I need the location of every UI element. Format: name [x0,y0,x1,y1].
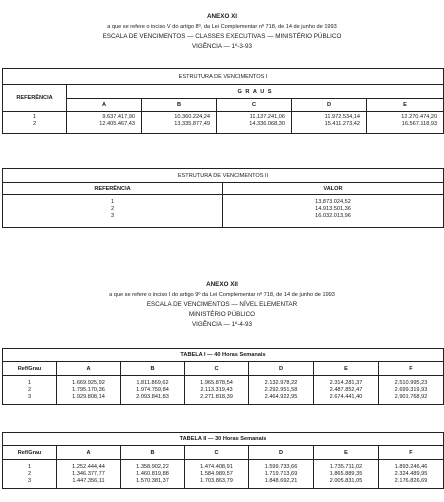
ref-header: Ref/Grau [3,446,57,460]
anexo-xi-title: ANEXO XI [206,13,238,20]
value-column [223,195,444,228]
ref-cell: 2 [27,387,32,393]
grade-header: C [185,446,249,460]
value-cell: 1.669.925,92 [72,380,105,386]
grade-column [185,376,249,405]
grade-header: A [57,362,121,376]
value-cell: 1.570.381,37 [136,478,169,484]
estrutura-vencimentos-i-table [2,68,444,134]
table-title: ESTRUTURA DE VENCIMENTOS II [3,169,444,183]
anexo-xii-line4: VIGÊNCIA — 1º-4-93 [191,321,253,328]
value-cell: 12.405.467,43 [99,121,135,127]
table-body [3,195,444,228]
value-cell: 16.567.118,93 [401,121,438,127]
grade-column [185,460,249,489]
ref-cell: 3 [27,478,32,484]
value-cell: 1.346.377,77 [72,471,105,477]
grade-column [314,460,379,489]
ref-cell: 1 [32,114,37,120]
table-body [3,112,444,134]
value-cell: 2.005.831,05 [329,478,363,484]
anexo-xii-line3: MINISTÉRIO PÚBLICO [188,311,256,318]
value-cell: 12.270.474,20 [401,114,438,120]
ref-column [3,460,57,489]
value-cell: 2.464.922,95 [264,394,298,400]
grade-header: A [67,99,142,112]
value-cell: 11.972.534,14 [324,114,360,120]
tabela-ii-table [2,432,444,489]
value-cell: 9.637.417,90 [102,114,135,120]
ref-column [3,112,67,134]
value-cell: 1.460.819,88 [136,471,169,477]
grade-header: D [249,362,314,376]
value-cell: 1.974.759,84 [136,387,169,393]
grade-column [121,376,185,405]
value-cell: 1.735.711,02 [329,464,363,470]
value-cell: 1.358.902,22 [136,464,169,470]
ref-cell: 1 [27,464,32,470]
grade-header: D [249,446,314,460]
ref-cell: 2 [110,206,115,212]
anexo-xi-header [0,12,444,52]
grade-column [217,112,292,134]
value-cell: 1.965.878,54 [200,380,233,386]
value-cell: 11.137.241,06 [249,114,285,120]
value-cell: 16.032.013,96 [315,213,351,219]
anexo-xii-header [0,280,444,330]
value-cell: 1.795.170,36 [72,387,105,393]
ref-cell: 3 [110,213,115,219]
grade-column [292,112,367,134]
grade-column [379,460,444,489]
value-cell: 2.487.852,47 [329,387,363,393]
value-cell: 1.929.808,14 [72,394,105,400]
grade-column [249,460,314,489]
value-cell: 14.913.501,36 [315,206,351,212]
value-cell: 1.474.408,91 [200,464,233,470]
anexo-xi-line3: VIGÊNCIA — 1º-3-93 [191,43,253,50]
grade-header: B [142,99,217,112]
value-cell: 1.447.356,11 [72,478,105,484]
ref-cell: 1 [110,199,115,205]
grade-header: F [379,362,444,376]
ref-column [3,376,57,405]
value-cell: 1.252.444,44 [72,464,105,470]
value-cell: 2.324.489,95 [394,471,428,477]
ref-header: Ref/Grau [3,362,57,376]
value-cell: 2.674.441,40 [329,394,363,400]
grade-header: F [379,446,444,460]
value-cell: 13.873.024,52 [315,199,351,205]
ref-header: REFERÊNCIA [3,183,223,195]
value-cell: 1.719.713,69 [264,471,298,477]
value-cell: 1.865.889,35 [329,471,363,477]
estrutura-vencimentos-ii-table [2,168,444,228]
grade-header: B [121,446,185,460]
table-body [3,460,444,489]
value-cell: 2.176.826,69 [394,478,428,484]
value-cell: 15.411.273,42 [324,121,360,127]
value-cell: 2.314.281,37 [329,380,363,386]
value-cell: 1.893.246,46 [394,464,428,470]
grade-header: E [367,99,444,112]
grade-column [67,112,142,134]
grade-column [367,112,444,134]
value-cell: 2.699.319,93 [394,387,428,393]
grade-header: B [121,362,185,376]
value-cell: 1.599.733,66 [264,464,298,470]
value-header: VALOR [223,183,444,195]
grade-header: E [314,362,379,376]
grade-column [121,460,185,489]
table-body [3,376,444,405]
grade-column [142,112,217,134]
anexo-xi-line2: ESCALA DE VENCIMENTOS — CLASSES EXECUTIVAS — MINISTÉRIO PÚBLICO [102,33,342,40]
value-cell: 2.901.768,92 [394,394,428,400]
table-title: ESTRUTURA DE VENCIMENTOS I [3,69,444,85]
ref-cell: 3 [27,394,32,400]
grade-column [379,376,444,405]
ref-cell: 2 [27,471,32,477]
anexo-xi-line1: a que se refere o inciso V do artigo 8º, da Lei Complementar nº 718, de 14 de junho de 1993 [107,24,337,30]
anexo-xii-line2: ESCALA DE VENCIMENTOS — NÍVEL ELEMENTAR [146,301,298,308]
grade-column [57,376,121,405]
ref-header: REFERÊNCIA [3,85,67,112]
grade-header: A [57,446,121,460]
value-cell: 2.132.978,22 [264,380,298,386]
value-cell: 2.093.841,83 [136,394,169,400]
grade-header: D [292,99,367,112]
value-cell: 1.584.989,57 [200,471,233,477]
value-cell: 13.335.877,49 [174,121,210,127]
anexo-xii-title: ANEXO XII [206,281,238,288]
value-cell: 2.271.818,39 [200,394,233,400]
tabela-i-table [2,348,444,405]
graus-header: G R A U S [67,85,444,99]
table-title: TABELA I — 40 Horas Semanais [3,349,444,362]
anexo-xii-line1: a que se refere o inciso I do artigo 9º da Lei Complementar nº 718, de 14 de junho de 1993 [109,292,335,298]
grade-column [57,460,121,489]
ref-cell: 1 [27,380,32,386]
ref-column [3,195,223,228]
table-title: TABELA II — 30 Horas Semanais [3,433,444,446]
value-cell: 1.703.863,79 [200,478,233,484]
value-cell: 2.292.951,58 [264,387,298,393]
grade-header: C [185,362,249,376]
value-cell: 2.510.995,23 [394,380,428,386]
grade-column [249,376,314,405]
grade-header: E [314,446,379,460]
value-cell: 1.811.869,62 [136,380,169,386]
grade-column [314,376,379,405]
grade-header: C [217,99,292,112]
value-cell: 10.360.224,24 [174,114,210,120]
value-cell: 1.848.692,21 [264,478,298,484]
value-cell: 2.113.319,43 [200,387,233,393]
ref-cell: 2 [32,121,37,127]
value-cell: 14.336.068,30 [249,121,285,127]
